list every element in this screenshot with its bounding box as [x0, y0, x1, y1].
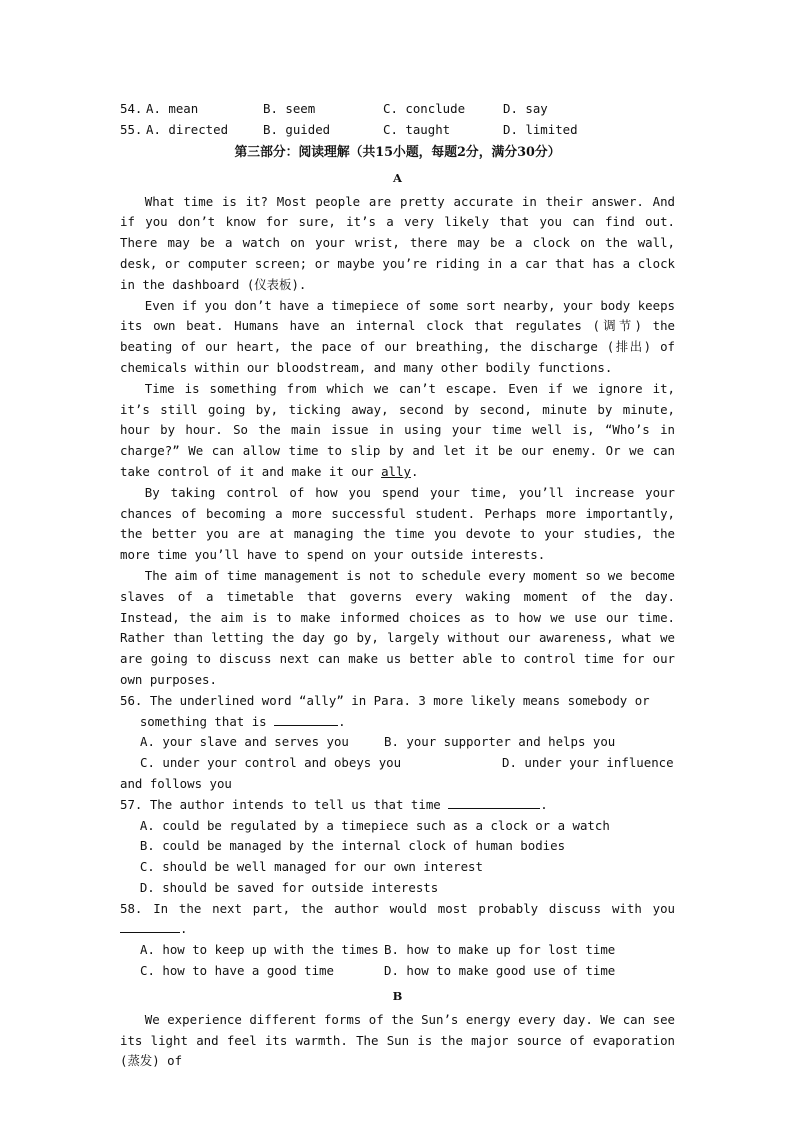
option-c: C. should be well managed for our own interest	[139, 859, 483, 875]
passage-b-paragraph-1: We experience different forms of the Sun’s energy every day. We can see its light and feel its warmth. The Sun is the major source of evaporation (蒸发) of	[120, 1011, 675, 1069]
question-58-options-cd	[120, 961, 675, 982]
option-d-continued: and follows you	[120, 775, 232, 791]
question-56-options-cd	[120, 753, 675, 774]
passage-a-paragraph-5: The aim of time management is not to schedule every moment so we become slaves of a timetable that governs every waking moment of the day. Instead, the aim is to make informed choices as to how we use our time. Rather than letting the day go by, largely without our awareness, what we are going to discuss next can make us better able to control time for our own purposes.	[120, 567, 675, 687]
passage-b-letter: B	[392, 988, 403, 1003]
stem-text: 58. In the next part, the author would most probably discuss with you	[120, 900, 675, 916]
question-58-options-ab	[120, 940, 675, 961]
option-b: B. could be managed by the internal clock of human bodies	[139, 838, 566, 854]
option-c: C. under your control and obeys you	[140, 755, 402, 771]
question-58-stem	[120, 899, 675, 941]
underlined-word-ally: ally	[381, 463, 411, 479]
answer-blank	[274, 713, 338, 726]
question-56-stem-line-2	[120, 712, 675, 733]
option-d: D. should be saved for outside interests	[139, 879, 439, 895]
paragraph-end: .	[410, 463, 419, 479]
question-57-stem	[120, 795, 675, 816]
stem-text: 57. The author intends to tell us that time	[120, 796, 441, 812]
option-c: C. taught	[383, 121, 451, 137]
question-58	[120, 899, 675, 982]
option-a: A. how to keep up with the times	[140, 942, 379, 958]
section-title: 第三部分：阅读理解（共15小题，每题2分，满分30分）	[234, 144, 561, 160]
question-57	[120, 795, 675, 899]
option-d: D. how to make good use of time	[384, 963, 616, 979]
answer-blank	[120, 920, 180, 933]
question-56-options-ab	[120, 732, 675, 753]
option-c: C. how to have a good time	[140, 963, 334, 979]
option-d: D. say	[503, 101, 548, 116]
stem-end: .	[338, 713, 346, 729]
exam-page	[120, 99, 675, 1072]
option-a: A. directed	[146, 121, 229, 137]
question-number: 55.	[120, 121, 143, 137]
question-number: 54.	[120, 101, 143, 116]
passage-a-paragraph-1: What time is it? Most people are pretty accurate in their answer. And if you don’t know for sure, it’s a very likely that you can find out. There may be a watch on your wrist, there may be a clock on the wall, desk, or computer screen; or maybe you’re riding in a car that has a clock in the dashboard (仪表板).	[120, 193, 675, 292]
question-56-stem-line-1: 56. The underlined word “ally” in Para. 3 more likely means somebody or	[120, 692, 650, 708]
option-d: D. under your influence	[502, 755, 674, 771]
option-b: B. how to make up for lost time	[384, 942, 616, 958]
option-b: B. seem	[263, 101, 316, 116]
passage-a-letter: A	[393, 170, 402, 185]
passage-a-paragraph-2: Even if you don’t have a timepiece of some sort nearby, your body keeps its own beat. Humans have an internal clock that regulates (调节) the beating of our heart, the pace of our breathing, the discharge (排出) of chemicals within our bloodstream, and many other bodily functions.	[120, 297, 675, 375]
stem-end: .	[180, 921, 188, 937]
option-c: C. conclude	[383, 101, 466, 116]
stem-text: something that is	[139, 713, 267, 729]
option-a: A. your slave and serves you	[140, 734, 349, 750]
passage-a-paragraph-3	[120, 379, 675, 483]
paragraph-text: Time is something from which we can’t escape. Even if we ignore it, it’s still going by, ticking away, second by second, minute by minute, hour by hour. So the main issue in using your time well is, “Who’s in charge?” We can allow time to slip by and let it be our enemy. Or we can take control of it and make it our	[120, 380, 675, 479]
option-b: B. your supporter and helps you	[384, 734, 616, 750]
option-a: A. mean	[146, 101, 199, 116]
prev-question-54	[120, 99, 675, 120]
option-a: A. could be regulated by a timepiece such as a clock or a watch	[139, 817, 610, 833]
stem-end: .	[540, 796, 548, 812]
option-b: B. guided	[263, 121, 331, 137]
answer-blank	[448, 796, 540, 809]
passage-a-paragraph-4: By taking control of how you spend your time, you’ll increase your chances of becoming a more successful student. Perhaps more importantly, the better you are at managing the time you devote to your studies, the more time you’ll have to spend on your outside interests.	[120, 484, 675, 563]
option-d: D. limited	[503, 121, 578, 137]
prev-question-55	[120, 120, 675, 141]
question-56	[120, 691, 675, 795]
